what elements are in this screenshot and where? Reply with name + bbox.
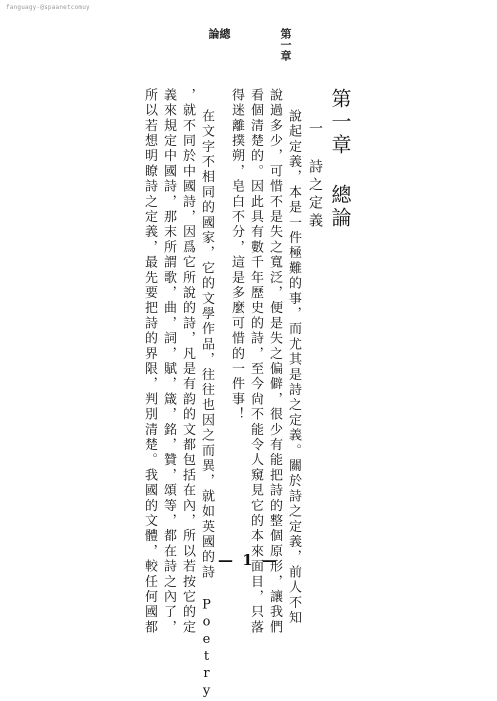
section-heading: 一 詩之定義 (307, 121, 323, 231)
running-header-title: 總論 (207, 28, 231, 53)
running-header (0, 28, 497, 68)
text-column: 說起定義，本是一件極難的事，而尤其是詩之定義。關於詩之定義，前人不知 (286, 109, 301, 626)
text-column: 看個清楚的。因此具有數千年歷史的詩，至今尙不能令人窺見它的本來面目，只落 (248, 88, 263, 636)
running-header-chapter: 第一章 (279, 28, 292, 61)
text-column: 說過多少，可惜不是失之寬泛，便是失之偏僻，很少有能把詩的整個原形，讓我們 (267, 88, 282, 636)
watermark: fanguagy-@spaanetcomuy (6, 4, 90, 11)
text-column: 義來規定中國詩，那末所謂歌，曲，詞，賦，箴，銘，贊，頌等，都在詩之內了， (161, 88, 176, 636)
text-column: 所以若想明瞭詩之定義，最先要把詩的界限，判別清楚。我國的文體，較任何國都 (142, 88, 157, 636)
text-column: ，就不同於中國詩，因爲它所說的詩，凡是有韵的文都包括在內，所以若按它的定 (180, 88, 195, 636)
page-number: — 1 — (218, 551, 279, 569)
text-column: 得迷離撲朔，皂白不分，這是多麼可惜的一件事！ (229, 88, 244, 423)
text-column: 在文字不相同的國家，它的文學作品，往往也因之而異，就如英國的詩 Poetry (199, 109, 214, 701)
chapter-heading: 第一章 總論 (328, 88, 352, 230)
